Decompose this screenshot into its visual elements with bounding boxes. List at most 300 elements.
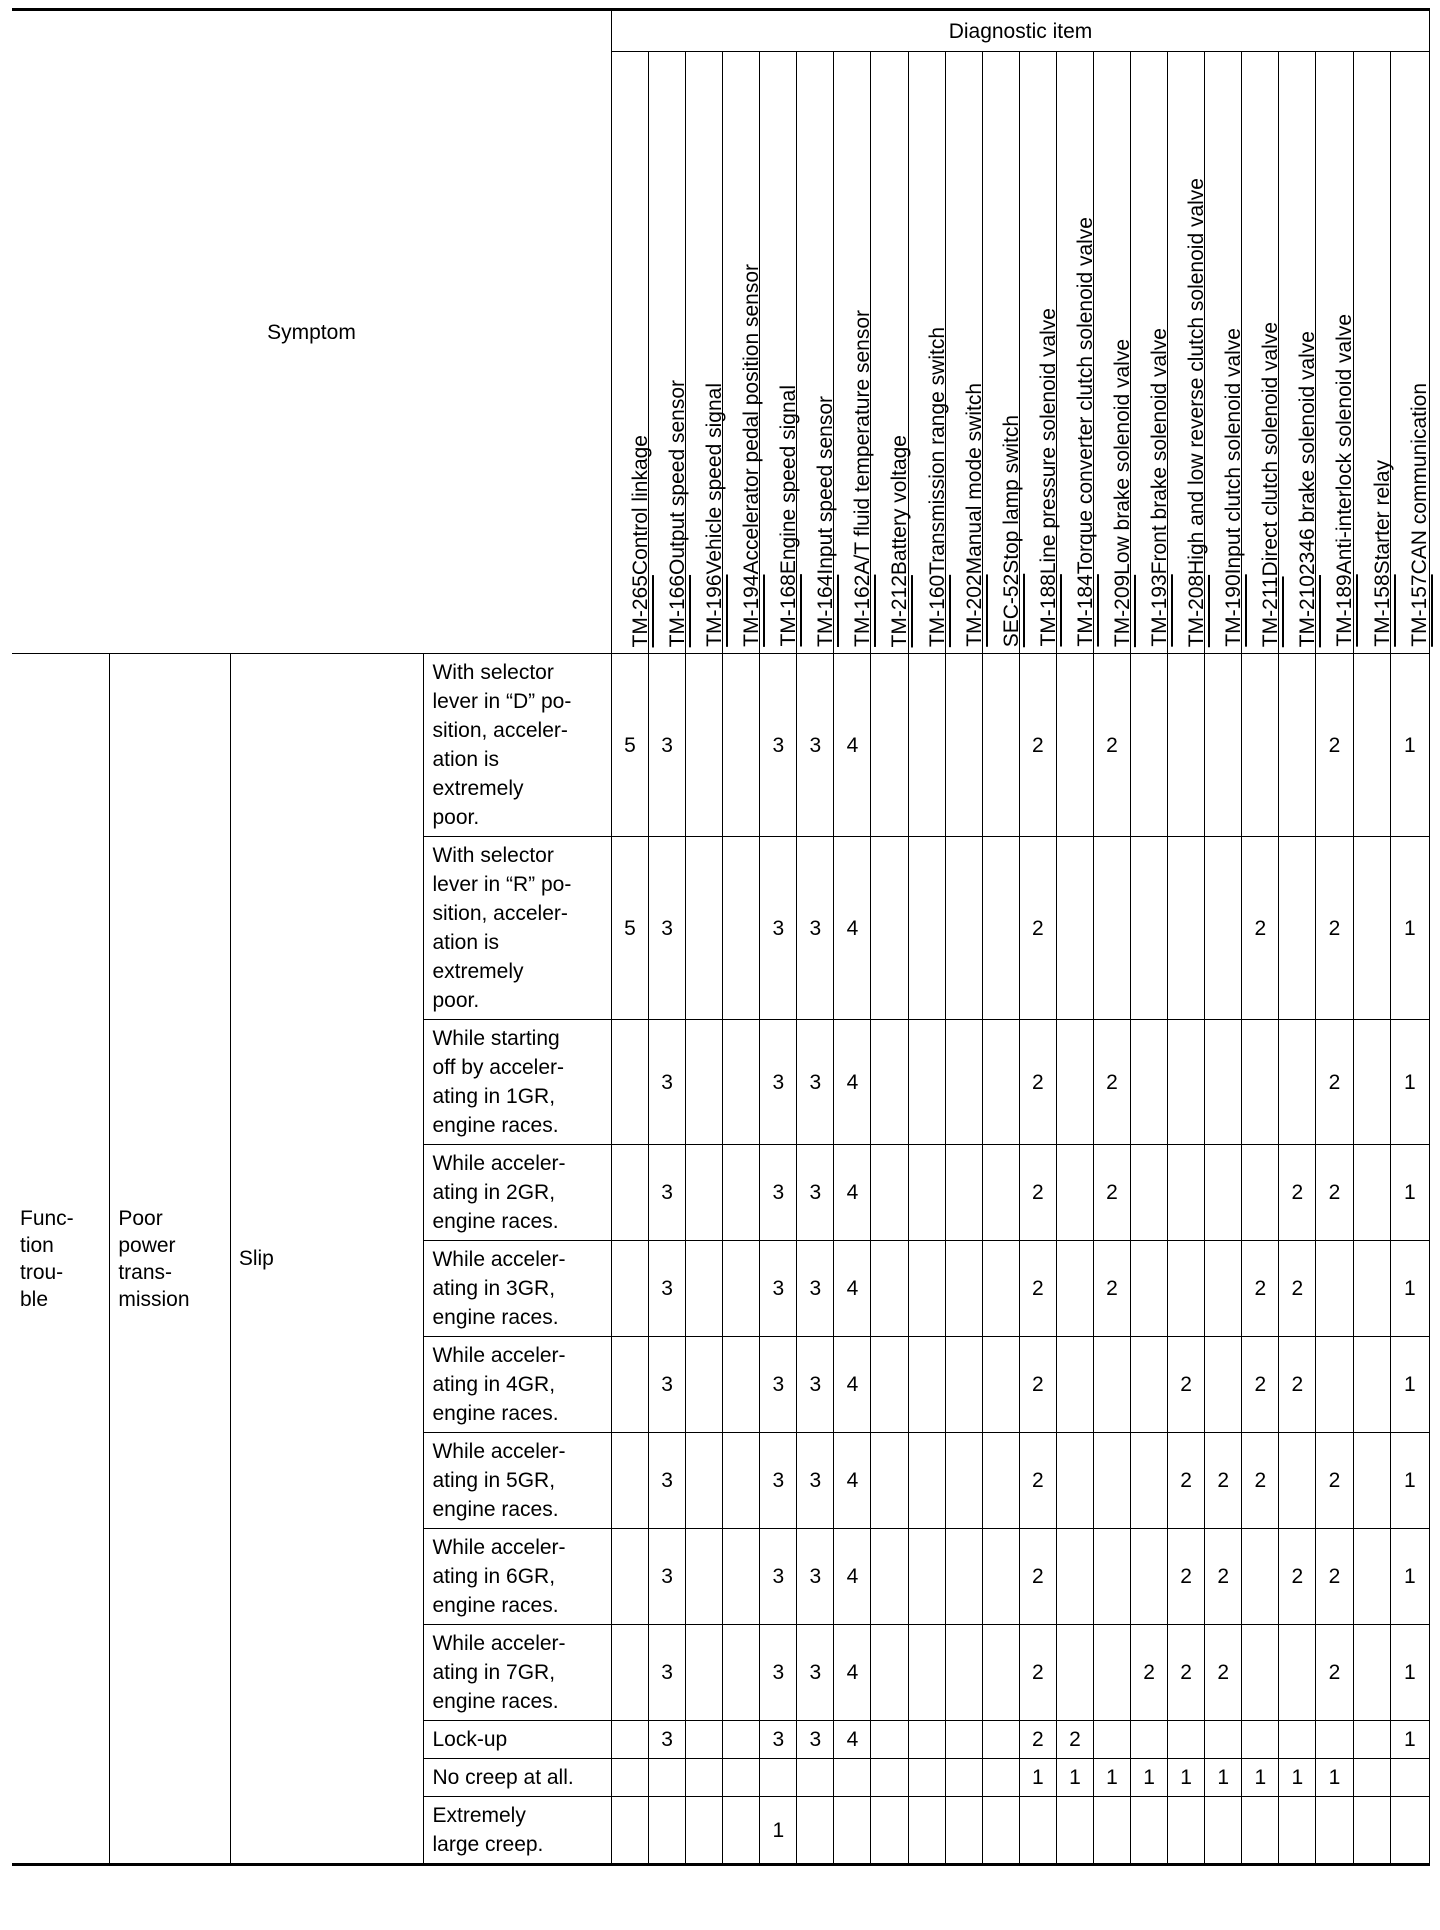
priority-cell — [686, 1145, 723, 1241]
priority-cell: 3 — [760, 1529, 797, 1625]
column-header-anti-interlock-solenoid-valve — [1316, 52, 1357, 654]
reference-link[interactable]: TM-164 — [814, 574, 838, 647]
priority-cell — [1205, 1797, 1242, 1865]
priority-cell: 3 — [649, 1337, 686, 1433]
column-label: Manual mode switch — [962, 383, 986, 575]
priority-cell — [908, 1337, 945, 1433]
priority-cell — [908, 1797, 945, 1865]
priority-cell — [686, 837, 723, 1020]
priority-cell — [1056, 1625, 1093, 1721]
priority-cell — [1056, 837, 1093, 1020]
priority-cell — [723, 654, 760, 837]
priority-cell — [1316, 1797, 1353, 1865]
priority-cell: 4 — [834, 1145, 871, 1241]
reference-link[interactable]: TM-158 — [1370, 574, 1394, 647]
priority-cell: 2 — [1093, 654, 1130, 837]
priority-cell — [1131, 1020, 1168, 1145]
priority-cell — [871, 1721, 908, 1759]
priority-cell — [908, 1145, 945, 1241]
priority-cell — [1390, 1797, 1429, 1865]
priority-cell — [982, 1433, 1019, 1529]
priority-cell: 1 — [1390, 1020, 1429, 1145]
priority-cell: 2 — [1168, 1625, 1205, 1721]
reference-link[interactable]: TM-189 — [1333, 574, 1357, 647]
priority-cell — [982, 1721, 1019, 1759]
priority-cell: 1 — [1390, 1337, 1429, 1433]
column-label: Torque converter clutch solenoid valve — [1073, 217, 1097, 575]
priority-cell — [908, 654, 945, 837]
priority-cell: 4 — [834, 1020, 871, 1145]
priority-cell — [1168, 1797, 1205, 1865]
priority-cell — [1168, 1721, 1205, 1759]
category-function-trouble: Func- tion trou- ble — [12, 654, 110, 1865]
column-header-output-speed-sensor — [649, 52, 690, 654]
priority-cell — [1168, 1145, 1205, 1241]
priority-cell: 2 — [1019, 654, 1056, 837]
priority-cell: 3 — [797, 1145, 834, 1241]
priority-cell — [1279, 837, 1316, 1020]
priority-cell — [1353, 1020, 1390, 1145]
column-header-torque-converter-clutch-solenoid-valve — [1056, 52, 1097, 654]
priority-cell — [686, 1759, 723, 1797]
priority-cell — [1316, 1721, 1353, 1759]
priority-cell — [945, 1337, 982, 1433]
column-header-2346-brake-solenoid-valve — [1279, 52, 1320, 654]
priority-cell: 2 — [1019, 1433, 1056, 1529]
priority-cell: 2 — [1279, 1241, 1316, 1337]
priority-cell — [945, 1145, 982, 1241]
column-header-direct-clutch-solenoid-valve — [1242, 52, 1283, 654]
priority-cell — [1056, 654, 1093, 837]
priority-cell — [1131, 1145, 1168, 1241]
priority-cell — [723, 1625, 760, 1721]
reference-link[interactable]: TM-265 — [628, 574, 652, 647]
priority-cell: 1 — [1390, 1625, 1429, 1721]
column-header-transmission-range-switch — [908, 52, 949, 654]
priority-cell: 2 — [1242, 837, 1279, 1020]
column-label: Transmission range switch — [925, 326, 949, 575]
priority-cell — [686, 654, 723, 837]
priority-cell — [982, 837, 1019, 1020]
priority-cell — [982, 1337, 1019, 1433]
priority-cell — [797, 1759, 834, 1797]
priority-cell — [686, 1433, 723, 1529]
column-label: Front brake solenoid valve — [1148, 328, 1172, 575]
priority-cell: 2 — [1316, 1529, 1353, 1625]
priority-cell — [1205, 1337, 1242, 1433]
reference-link[interactable]: TM-196 — [703, 574, 727, 647]
priority-cell: 2 — [1019, 1337, 1056, 1433]
priority-cell: 3 — [649, 654, 686, 837]
priority-cell — [1279, 1797, 1316, 1865]
column-header-vehicle-speed-signal — [686, 52, 727, 654]
priority-cell — [982, 1020, 1019, 1145]
symptom-diagnostic-table — [12, 8, 1430, 1866]
priority-cell: 4 — [834, 654, 871, 837]
priority-cell — [982, 1145, 1019, 1241]
priority-cell — [1093, 1797, 1130, 1865]
priority-cell — [1242, 1721, 1279, 1759]
priority-cell: 3 — [649, 1433, 686, 1529]
priority-cell — [1353, 1721, 1390, 1759]
category-slip: Slip — [230, 654, 424, 1865]
priority-cell: 1 — [1390, 1145, 1429, 1241]
priority-cell — [723, 837, 760, 1020]
priority-cell: 1 — [1168, 1759, 1205, 1797]
priority-cell: 3 — [797, 1721, 834, 1759]
priority-cell — [723, 1759, 760, 1797]
priority-cell — [1019, 1797, 1056, 1865]
priority-cell — [871, 1337, 908, 1433]
priority-cell — [686, 1529, 723, 1625]
priority-cell — [649, 1759, 686, 1797]
priority-cell — [686, 1337, 723, 1433]
column-header-input-clutch-solenoid-valve — [1205, 52, 1246, 654]
priority-cell — [723, 1433, 760, 1529]
column-label: High and low reverse clutch solenoid valve — [1185, 177, 1209, 575]
column-label: Direct clutch solenoid valve — [1259, 321, 1283, 577]
priority-cell: 4 — [834, 837, 871, 1020]
priority-cell: 2 — [1019, 1625, 1056, 1721]
priority-cell — [1353, 837, 1390, 1020]
priority-cell — [723, 1145, 760, 1241]
reference-link[interactable]: TM-208 — [1185, 574, 1209, 647]
reference-link[interactable]: TM-184 — [1073, 574, 1097, 647]
priority-cell: 3 — [760, 654, 797, 837]
priority-cell: 1 — [1205, 1759, 1242, 1797]
priority-cell — [871, 1241, 908, 1337]
priority-cell: 3 — [797, 1529, 834, 1625]
priority-cell — [1353, 1625, 1390, 1721]
priority-cell — [871, 837, 908, 1020]
priority-cell: 3 — [649, 1529, 686, 1625]
priority-cell: 3 — [797, 837, 834, 1020]
priority-cell — [611, 1020, 648, 1145]
priority-cell: 1 — [1056, 1759, 1093, 1797]
column-label: Vehicle speed signal — [703, 383, 727, 575]
priority-cell: 1 — [1019, 1759, 1056, 1797]
priority-cell: 4 — [834, 1433, 871, 1529]
priority-cell: 1 — [1390, 837, 1429, 1020]
priority-cell: 3 — [649, 1241, 686, 1337]
priority-cell: 3 — [760, 1241, 797, 1337]
column-label: Output speed sensor — [666, 379, 690, 575]
symptom-cell: While acceler- ating in 5GR, engine races. — [424, 1433, 611, 1529]
column-header-input-speed-sensor — [797, 52, 838, 654]
priority-cell — [1131, 1797, 1168, 1865]
column-label: Low brake solenoid valve — [1110, 338, 1134, 575]
priority-cell — [723, 1337, 760, 1433]
symptom-cell: While acceler- ating in 7GR, engine races. — [424, 1625, 611, 1721]
priority-cell — [1205, 1241, 1242, 1337]
priority-cell: 2 — [1316, 1433, 1353, 1529]
priority-cell: 2 — [1019, 1721, 1056, 1759]
priority-cell — [945, 1241, 982, 1337]
priority-cell: 3 — [797, 1625, 834, 1721]
reference-link[interactable]: TM-211 — [1259, 576, 1283, 647]
reference-link[interactable]: TM-193 — [1148, 574, 1172, 647]
column-header-text — [1316, 314, 1359, 647]
priority-cell: 2 — [1019, 1020, 1056, 1145]
priority-cell: 3 — [649, 1145, 686, 1241]
priority-cell: 4 — [834, 1241, 871, 1337]
priority-cell — [945, 1625, 982, 1721]
priority-cell — [611, 1721, 648, 1759]
priority-cell — [1279, 654, 1316, 837]
priority-cell — [908, 1759, 945, 1797]
priority-cell — [1316, 1337, 1353, 1433]
priority-cell: 2 — [1019, 837, 1056, 1020]
priority-cell — [871, 1797, 908, 1865]
priority-cell — [686, 1797, 723, 1865]
priority-cell — [871, 1145, 908, 1241]
priority-cell — [834, 1759, 871, 1797]
reference-link[interactable]: TM-160 — [925, 574, 949, 647]
priority-cell: 2 — [1056, 1721, 1093, 1759]
symptom-header: Symptom — [12, 10, 611, 654]
column-label: Anti-interlock solenoid valve — [1333, 314, 1357, 575]
priority-cell — [1056, 1145, 1093, 1241]
priority-cell — [1205, 654, 1242, 837]
priority-cell — [982, 1625, 1019, 1721]
priority-cell: 2 — [1168, 1433, 1205, 1529]
priority-cell — [1205, 837, 1242, 1020]
priority-cell: 3 — [649, 1625, 686, 1721]
priority-cell — [1279, 1020, 1316, 1145]
priority-cell — [1131, 1529, 1168, 1625]
priority-cell — [982, 1797, 1019, 1865]
priority-cell — [1168, 1020, 1205, 1145]
priority-cell: 1 — [1131, 1759, 1168, 1797]
priority-cell — [1316, 1241, 1353, 1337]
priority-cell: 2 — [1168, 1529, 1205, 1625]
column-header-line-pressure-solenoid-valve — [1019, 52, 1060, 654]
priority-cell — [1093, 837, 1130, 1020]
priority-cell — [611, 1529, 648, 1625]
reference-link[interactable]: TM-157 — [1407, 574, 1431, 647]
priority-cell: 2 — [1316, 1020, 1353, 1145]
priority-cell: 2 — [1093, 1145, 1130, 1241]
priority-cell: 3 — [760, 1721, 797, 1759]
priority-cell — [945, 1797, 982, 1865]
priority-cell — [1242, 1625, 1279, 1721]
priority-cell — [1093, 1529, 1130, 1625]
priority-cell — [723, 1241, 760, 1337]
priority-cell: 5 — [611, 654, 648, 837]
reference-link[interactable]: TM-194 — [740, 574, 764, 647]
priority-cell — [611, 1241, 648, 1337]
priority-cell: 2 — [1316, 654, 1353, 837]
priority-cell: 1 — [1390, 1241, 1429, 1337]
priority-cell: 3 — [649, 1721, 686, 1759]
priority-cell — [1168, 1241, 1205, 1337]
priority-cell: 3 — [797, 1241, 834, 1337]
priority-cell — [1056, 1337, 1093, 1433]
priority-cell — [1131, 654, 1168, 837]
priority-cell: 4 — [834, 1337, 871, 1433]
priority-cell — [1093, 1721, 1130, 1759]
reference-link[interactable]: TM-168 — [777, 574, 801, 647]
column-label: Starter relay — [1370, 460, 1394, 575]
category-poor-power-transmission: Poor power trans- mission — [110, 654, 231, 1865]
priority-cell: 1 — [1390, 654, 1429, 837]
table-body — [12, 654, 1430, 1865]
priority-cell — [945, 1759, 982, 1797]
column-label: Stop lamp switch — [999, 414, 1023, 574]
priority-cell — [611, 1337, 648, 1433]
priority-cell — [1242, 1145, 1279, 1241]
reference-link[interactable]: TM-212 — [888, 574, 912, 647]
priority-cell — [834, 1797, 871, 1865]
priority-cell: 3 — [797, 1337, 834, 1433]
priority-cell: 1 — [1316, 1759, 1353, 1797]
priority-cell: 2 — [1316, 1145, 1353, 1241]
priority-cell: 2 — [1279, 1337, 1316, 1433]
priority-cell — [1093, 1625, 1130, 1721]
priority-cell — [982, 1759, 1019, 1797]
priority-cell — [1205, 1145, 1242, 1241]
priority-cell: 2 — [1093, 1241, 1130, 1337]
priority-cell — [945, 1020, 982, 1145]
priority-cell — [1242, 1797, 1279, 1865]
column-label: Accelerator pedal position sensor — [740, 264, 764, 575]
priority-cell: 1 — [1093, 1759, 1130, 1797]
column-label: Input clutch solenoid valve — [1222, 328, 1246, 575]
priority-cell: 2 — [1242, 1241, 1279, 1337]
priority-cell — [908, 1721, 945, 1759]
priority-cell — [686, 1020, 723, 1145]
priority-cell — [1353, 1797, 1390, 1865]
priority-cell — [1131, 1433, 1168, 1529]
priority-cell: 3 — [797, 1433, 834, 1529]
priority-cell — [723, 1020, 760, 1145]
reference-link[interactable]: TM-188 — [1036, 574, 1060, 647]
reference-link[interactable]: TM-210 — [1296, 574, 1320, 647]
priority-cell — [1242, 1529, 1279, 1625]
priority-cell — [982, 1529, 1019, 1625]
priority-cell — [723, 1797, 760, 1865]
column-header-can-communication — [1390, 52, 1429, 654]
priority-cell: 2 — [1093, 1020, 1130, 1145]
column-label: Line pressure solenoid valve — [1036, 308, 1060, 575]
reference-link[interactable]: SEC-52 — [999, 573, 1023, 647]
priority-cell — [945, 654, 982, 837]
priority-cell: 1 — [1390, 1721, 1429, 1759]
priority-cell: 3 — [649, 1020, 686, 1145]
reference-link[interactable]: TM-190 — [1222, 574, 1246, 647]
priority-cell: 4 — [834, 1529, 871, 1625]
column-label: 2346 brake solenoid valve — [1296, 330, 1320, 575]
column-label: Input speed sensor — [814, 396, 838, 575]
column-header-high-and-low-reverse-clutch-solenoid-valve — [1168, 52, 1209, 654]
priority-cell — [686, 1721, 723, 1759]
column-header-low-brake-solenoid-valve — [1093, 52, 1134, 654]
priority-cell — [1093, 1433, 1130, 1529]
symptom-cell: With selector lever in “D” po- sition, acceler- ation is extremely poor. — [424, 654, 611, 837]
priority-cell — [871, 1625, 908, 1721]
priority-cell — [1353, 1241, 1390, 1337]
priority-cell — [982, 654, 1019, 837]
priority-cell: 3 — [760, 1337, 797, 1433]
priority-cell — [871, 654, 908, 837]
priority-cell — [1353, 1145, 1390, 1241]
symptom-cell: While starting off by acceler- ating in 1GR, engine races. — [424, 1020, 611, 1145]
column-label: Control linkage — [628, 434, 652, 575]
priority-cell: 3 — [760, 1433, 797, 1529]
priority-cell — [1056, 1797, 1093, 1865]
symptom-cell: With selector lever in “R” po- sition, acceler- ation is extremely poor. — [424, 837, 611, 1020]
priority-cell — [1056, 1529, 1093, 1625]
priority-cell: 3 — [797, 1020, 834, 1145]
reference-link[interactable]: TM-202 — [962, 574, 986, 647]
column-header-stop-lamp-switch — [982, 52, 1023, 654]
priority-cell — [1056, 1020, 1093, 1145]
priority-cell: 2 — [1205, 1433, 1242, 1529]
priority-cell: 2 — [1279, 1145, 1316, 1241]
column-header-control-linkage — [611, 52, 652, 654]
priority-cell: 2 — [1131, 1625, 1168, 1721]
priority-cell: 1 — [1390, 1433, 1429, 1529]
priority-cell — [945, 1433, 982, 1529]
priority-cell: 3 — [760, 1145, 797, 1241]
column-label: Engine speed signal — [777, 385, 801, 575]
priority-cell — [1353, 654, 1390, 837]
priority-cell: 2 — [1316, 837, 1353, 1020]
priority-cell: 3 — [760, 837, 797, 1020]
reference-link[interactable]: TM-162 — [851, 574, 875, 647]
priority-cell — [1205, 1020, 1242, 1145]
symptom-cell: While acceler- ating in 3GR, engine races. — [424, 1241, 611, 1337]
priority-cell — [1168, 654, 1205, 837]
reference-link[interactable]: TM-166 — [666, 574, 690, 647]
priority-cell: 3 — [797, 654, 834, 837]
priority-cell — [1056, 1241, 1093, 1337]
priority-cell — [1279, 1433, 1316, 1529]
priority-cell — [1093, 1337, 1130, 1433]
priority-cell: 2 — [1242, 1433, 1279, 1529]
priority-cell: 2 — [1019, 1241, 1056, 1337]
priority-cell — [1131, 1337, 1168, 1433]
priority-cell — [1279, 1625, 1316, 1721]
priority-cell — [686, 1625, 723, 1721]
priority-cell: 5 — [611, 837, 648, 1020]
priority-cell — [908, 1433, 945, 1529]
priority-cell — [1242, 654, 1279, 837]
priority-cell — [611, 1625, 648, 1721]
priority-cell — [908, 837, 945, 1020]
priority-cell — [686, 1241, 723, 1337]
priority-cell — [908, 1020, 945, 1145]
priority-cell: 2 — [1316, 1625, 1353, 1721]
priority-cell — [797, 1797, 834, 1865]
priority-cell: 3 — [760, 1625, 797, 1721]
priority-cell: 1 — [1279, 1759, 1316, 1797]
priority-cell: 2 — [1168, 1337, 1205, 1433]
priority-cell — [945, 1721, 982, 1759]
priority-cell — [611, 1433, 648, 1529]
priority-cell — [1131, 1241, 1168, 1337]
priority-cell — [908, 1529, 945, 1625]
priority-cell: 3 — [649, 837, 686, 1020]
priority-cell: 3 — [760, 1020, 797, 1145]
column-header-front-brake-solenoid-valve — [1131, 52, 1172, 654]
priority-cell — [1205, 1721, 1242, 1759]
symptom-cell: While acceler- ating in 6GR, engine races. — [424, 1529, 611, 1625]
priority-cell — [908, 1241, 945, 1337]
priority-cell — [1353, 1759, 1390, 1797]
reference-link[interactable]: TM-209 — [1110, 574, 1134, 647]
priority-cell: 2 — [1242, 1337, 1279, 1433]
